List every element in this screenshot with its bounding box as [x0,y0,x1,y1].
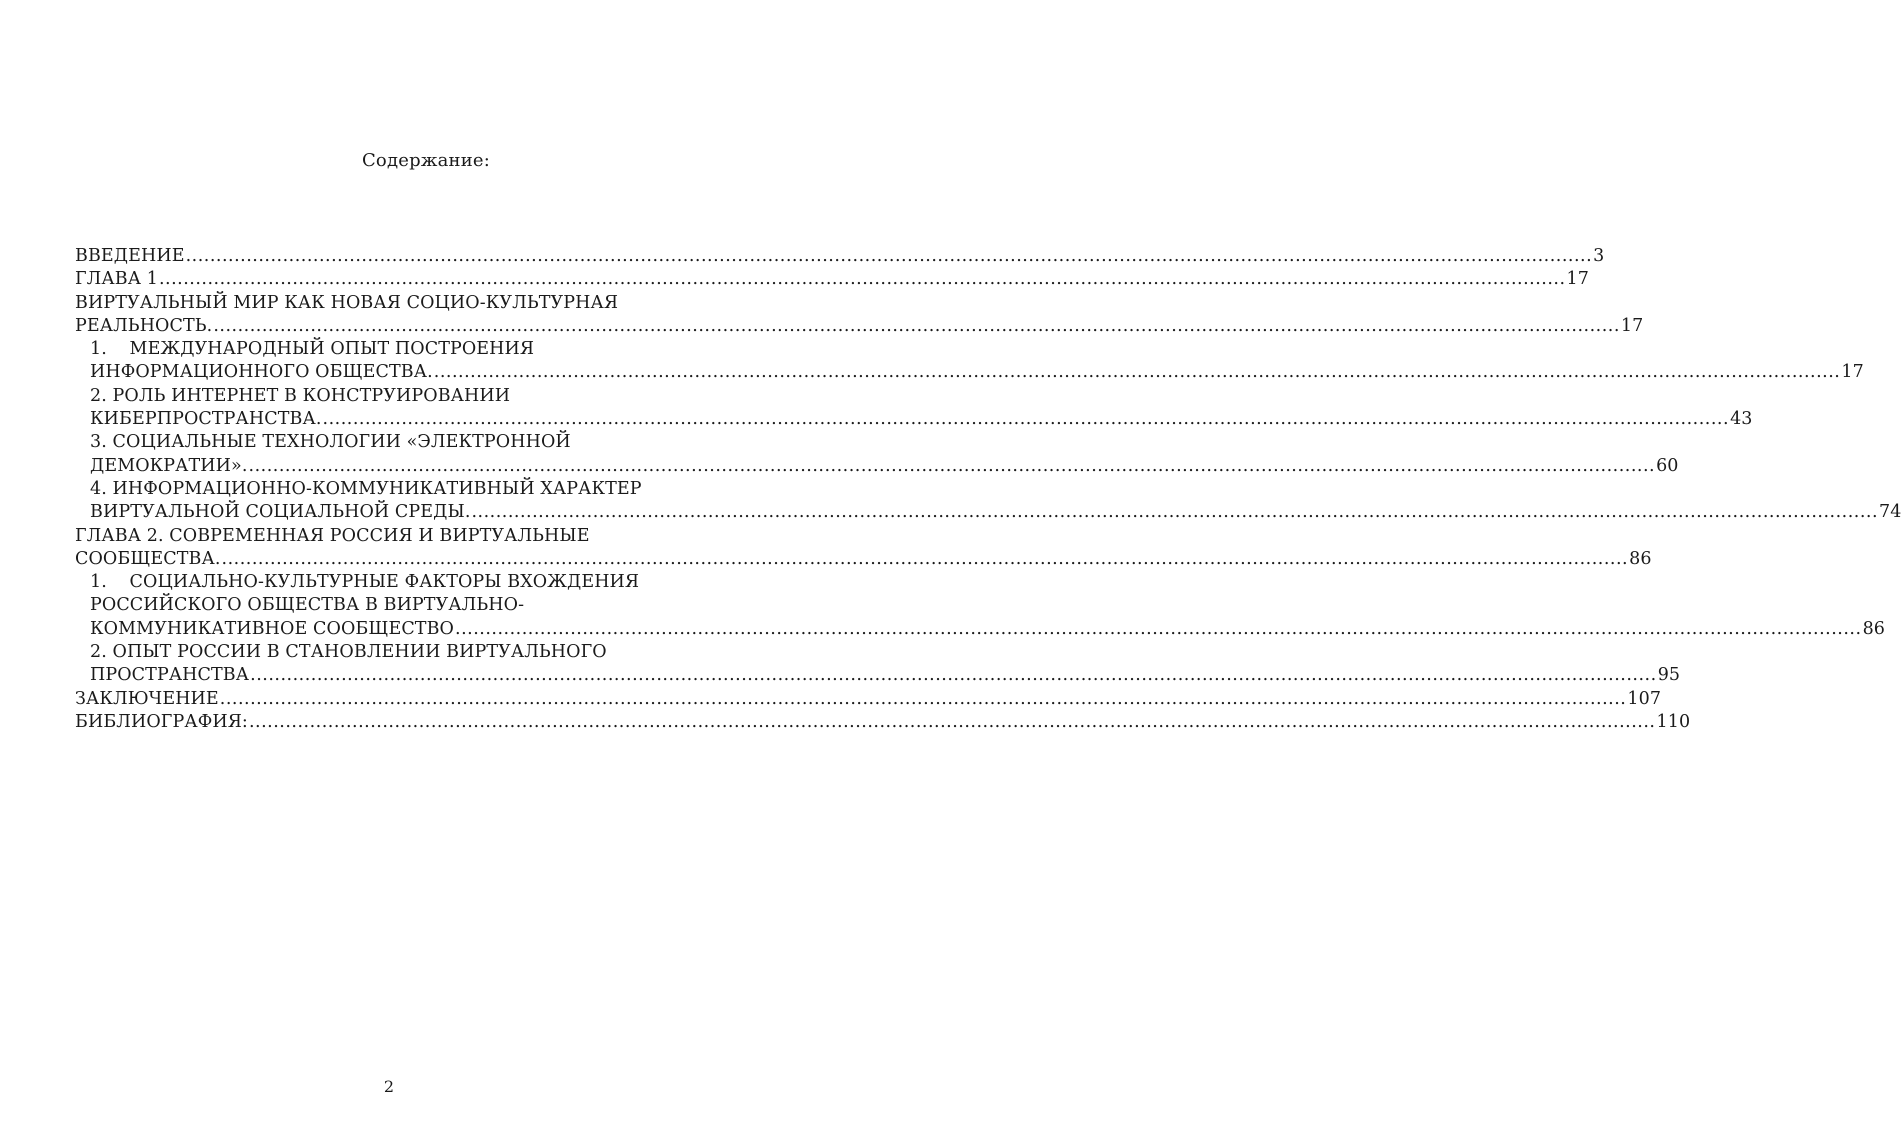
toc-entry-bibliography [75,711,1691,734]
toc-entry-text: ДЕМОКРАТИИ». [90,455,248,476]
toc-leader-dots [186,245,1593,268]
toc-entry-text: 1. СОЦИАЛЬНО-КУЛЬТУРНЫЕ ФАКТОРЫ ВХОЖДЕНИЯ [90,572,640,593]
toc-entry-section-1-3-cont [75,455,1679,478]
toc-leader-dots [220,688,1627,711]
toc-entry-page: 107 [1627,688,1662,709]
toc-entry-text: ИНФОРМАЦИОННОГО ОБЩЕСТВА. [90,362,433,383]
toc-entry-page: 17 [1566,269,1589,290]
toc-entry-section-2-2 [75,641,717,664]
toc-leader-dots [249,711,1656,734]
toc-entry-section-2-1-cont [75,594,717,617]
toc-leader-dots [434,361,1841,384]
toc-leader-dots [213,315,1620,338]
page-title: Содержание: [361,150,491,171]
toc-leader-dots [159,268,1566,291]
toc-entry-text: ЗАКЛЮЧЕНИЕ [75,688,219,709]
toc-entry-section-2-1 [75,571,717,594]
toc-entry-chapter-2 [75,525,717,548]
toc-entry-chapter-2-cont [75,548,1652,571]
toc-entry-page: 86 [1862,618,1886,639]
toc-entry-text: СООБЩЕСТВА. [75,548,221,569]
toc-leader-dots [249,455,1656,478]
toc-entry-page: 110 [1656,711,1691,732]
toc-entry-introduction [75,245,1605,268]
toc-entry-page: 60 [1656,455,1679,476]
toc-leader-dots [323,408,1730,431]
toc-entry-section-1-4-cont [75,501,1902,524]
toc-entry-text: 4. ИНФОРМАЦИОННО-КОММУНИКАТИВНЫЙ ХАРАКТЕР [90,478,642,499]
toc-entry-section-1-1 [75,338,717,361]
toc-entry-section-1-2 [75,385,717,408]
toc-entry-page: 86 [1629,548,1652,569]
toc-entry-section-2-2-cont [75,664,1681,687]
toc-entry-text: 2. РОЛЬ ИНТЕРНЕТ В КОНСТРУИРОВАНИИ [90,385,511,406]
toc-leader-dots [250,664,1657,687]
toc-entry-text: 2. ОПЫТ РОССИИ В СТАНОВЛЕНИИ ВИРТУАЛЬНОГО [90,642,607,663]
toc-entry-text: КОММУНИКАТИВНОЕ СООБЩЕСТВО [90,618,454,639]
toc-entry-section-1-4 [75,478,717,501]
toc-entry-page: 95 [1657,665,1681,686]
toc-entry-section-2-1-cont2 [75,618,1886,641]
toc-entry-text: 1. МЕЖДУНАРОДНЫЙ ОПЫТ ПОСТРОЕНИЯ [90,339,535,360]
toc-entry-conclusion [75,688,1662,711]
page-number: 2 [383,1077,395,1096]
toc-entry-page: 43 [1730,409,1753,430]
toc-entry-page: 17 [1620,315,1644,336]
toc-entry-text: БИБЛИОГРАФИЯ: [75,711,248,732]
toc-entry-page: 74 [1879,502,1902,523]
toc-entry-chapter-1-title-cont [75,315,1644,338]
toc-entry-text: ГЛАВА 2. СОВРЕМЕННАЯ РОССИЯ И ВИРТУАЛЬНЫЕ [75,525,590,546]
toc-entry-text: ВВЕДЕНИЕ [75,246,185,266]
toc-leader-dots [455,618,1862,641]
table-of-contents [75,245,1902,734]
toc-entry-text: ПРОСТРАНСТВА [90,665,250,686]
toc-entry-text: КИБЕРПРОСТРАНСТВА. [90,409,322,430]
toc-entry-text: 3. СОЦИАЛЬНЫЕ ТЕХНОЛОГИИ «ЭЛЕКТРОННОЙ [90,432,571,453]
toc-entry-text: ГЛАВА 1 [75,269,158,290]
toc-entry-chapter-1-title [75,292,717,315]
toc-entry-text: ВИРТУАЛЬНОЙ СОЦИАЛЬНОЙ СРЕДЫ. [90,502,471,523]
toc-entry-section-1-3 [75,431,717,454]
toc-entry-section-1-2-cont [75,408,1753,431]
toc-entry-text: ВИРТУАЛЬНЫЙ МИР КАК НОВАЯ СОЦИО-КУЛЬТУРНАЯ [75,292,619,313]
toc-leader-dots [222,548,1629,571]
toc-entry-page: 17 [1841,362,1864,383]
toc-leader-dots [471,501,1878,524]
toc-entry-page: 3 [1593,246,1605,266]
toc-entry-chapter-1 [75,268,1589,291]
toc-entry-text: РОССИЙСКОГО ОБЩЕСТВА В ВИРТУАЛЬНО- [90,595,525,616]
toc-entry-section-1-1-cont [75,361,1864,384]
toc-entry-text: РЕАЛЬНОСТЬ. [75,315,213,336]
